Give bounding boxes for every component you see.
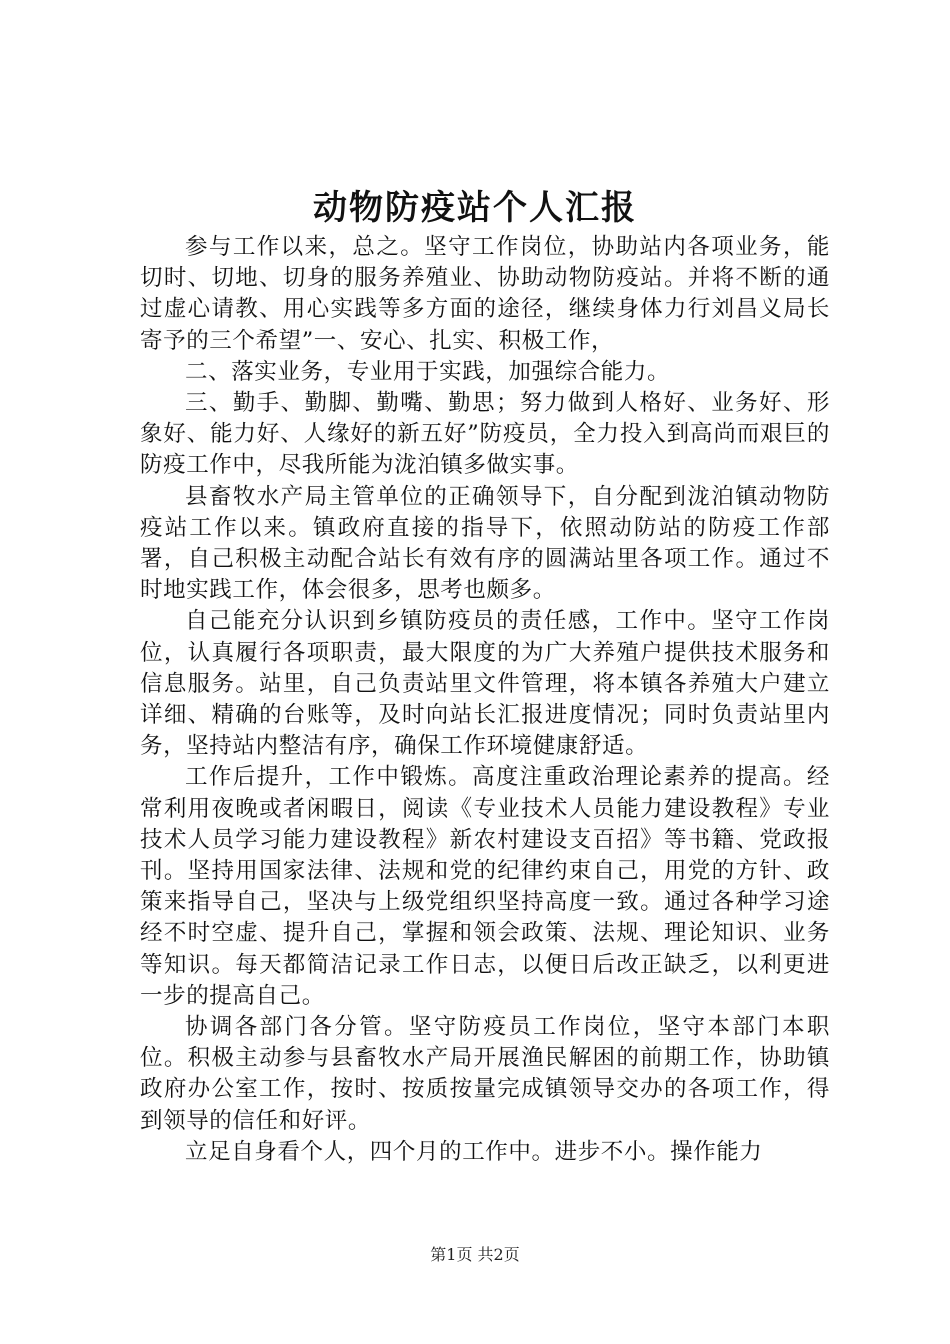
paragraph: 自己能充分认识到乡镇防疫员的责任感，工作中。坚守工作岗位，认真履行各项职责，最大限度的为广大养殖户提供技术服务和信息服务。站里，自己负责站里文件管理，将本镇各养殖大户建立详细、精确的台账等，及时向站长汇报进度情况；同时负责站里内务，坚持站内整洁有序，确保工作环境健康舒适。	[140, 608, 830, 760]
paragraph: 参与工作以来，总之。坚守工作岗位，协助站内各项业务，能切时、切地、切身的服务养殖业、协助动物防疫站。并将不断的通过虚心请教、用心实践等多方面的途径，继续身体力行刘昌义局长寄予的三个希望”一、安心、扎实、积极工作，	[140, 234, 830, 354]
paragraph: 立足自身看个人，四个月的工作中。进步不小。操作能力	[185, 1138, 763, 1165]
page-footer: 第1页 共2页	[430, 1245, 520, 1264]
document-title: 动物防疫站个人汇报	[313, 188, 637, 228]
paragraph: 二、落实业务，专业用于实践，加强综合能力。	[185, 358, 671, 385]
paragraph: 县畜牧水产局主管单位的正确领导下，自分配到泷泊镇动物防疫站工作以来。镇政府直接的指导下，依照动防站的防疫工作部署，自己积极主动配合站长有效有序的圆满站里各项工作。通过不时地实践工作，体会很多，思考也颇多。	[140, 483, 830, 604]
paragraph: 工作后提升，工作中锻炼。高度注重政治理论素养的提高。经常利用夜晚或者闲暇日，阅读《专业技术人员能力建设教程》专业技术人员学习能力建设教程》新农村建设支百招》等书籍、党政报刊。坚持用国家法律、法规和党的纪律约束自己，用党的方针、政策来指导自己，坚决与上级党组织坚持高度一致。通过各种学习途经不时空虚、提升自己，掌握和领会政策、法规、理论知识、业务等知识。每天都简洁记录工作日志，以便日后改正缺乏，以利更进一步的提高自己。	[140, 764, 830, 1009]
paragraph: 协调各部门各分管。坚守防疫员工作岗位，坚守本部门本职位。积极主动参与县畜牧水产局开展渔民解困的前期工作，协助镇政府办公室工作，按时、按质按量完成镇领导交办的各项工作，得到领导的信任和好评。	[140, 1014, 830, 1134]
document-body	[140, 232, 830, 1168]
paragraph: 三、勤手、勤脚、勤嘴、勤思；努力做到人格好、业务好、形象好、能力好、人缘好的新五好”防疫员，全力投入到高尚而艰巨的防疫工作中，尽我所能为泷泊镇多做实事。	[140, 390, 830, 479]
